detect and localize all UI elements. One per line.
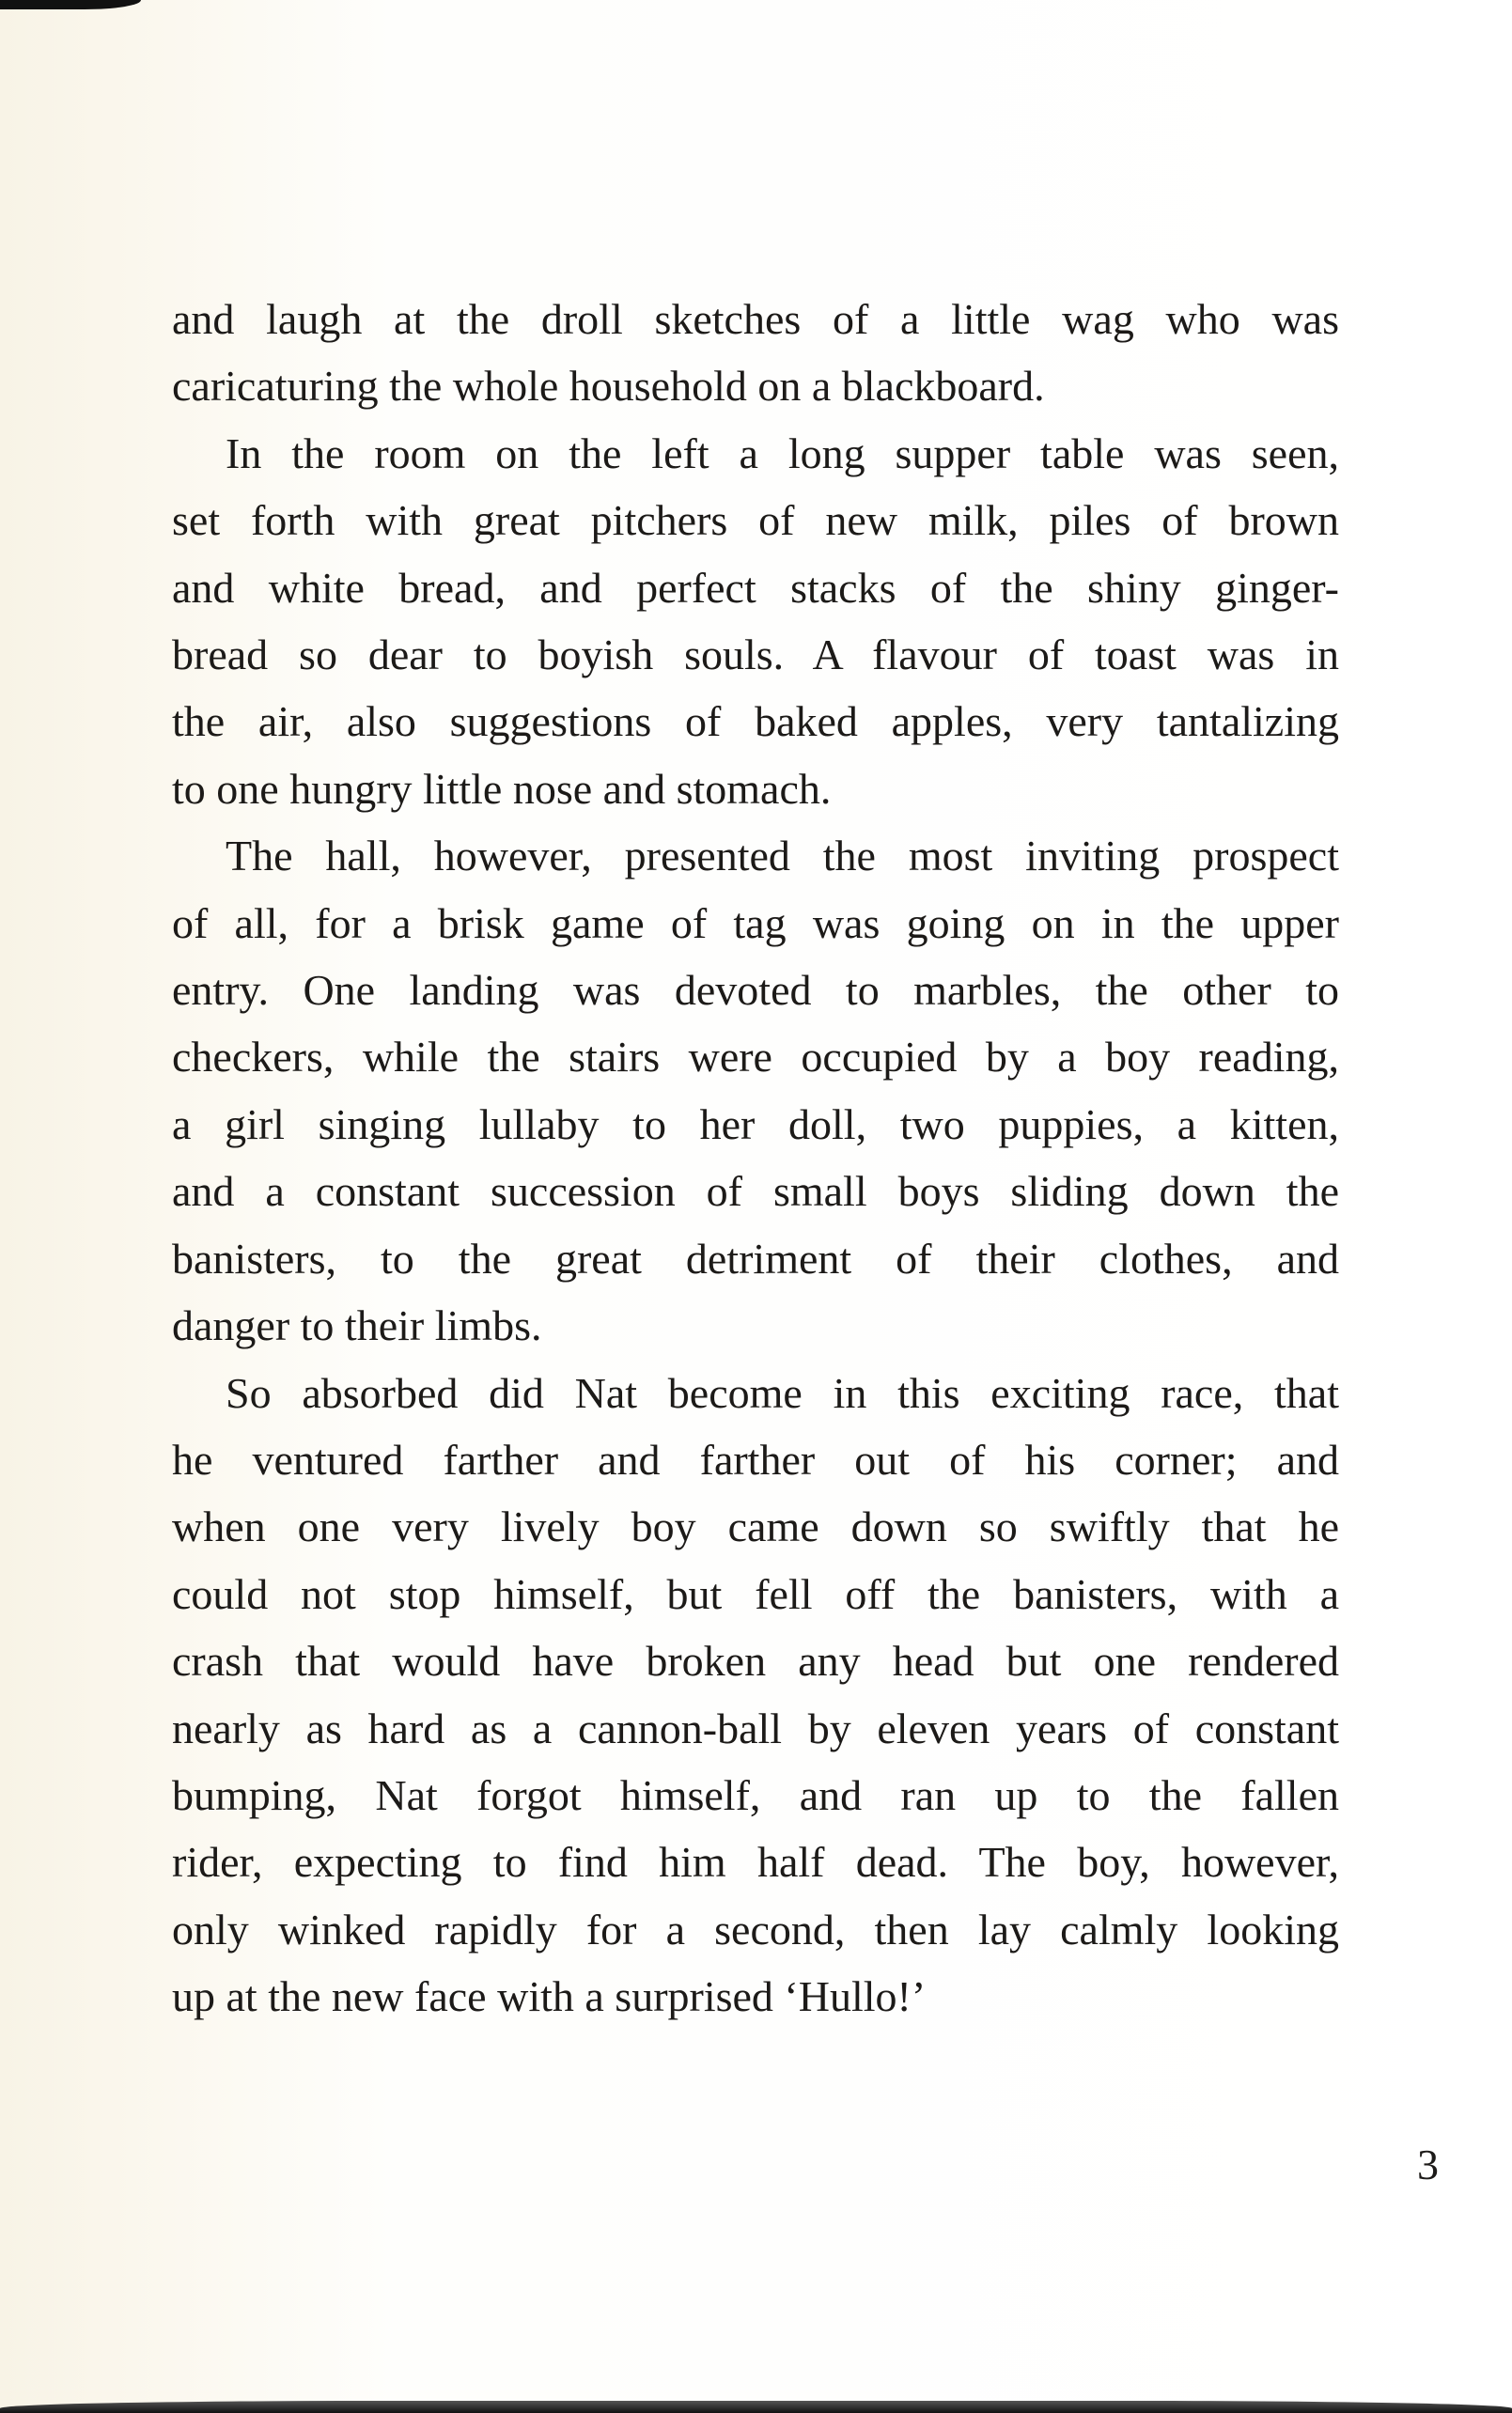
paragraph	[172, 822, 1339, 1359]
text-line: The hall, however, presented the most inviting prospect	[226, 832, 1339, 880]
text-line: So absorbed did Nat become in this exciting race, that	[226, 1368, 1339, 1417]
body-text	[172, 286, 1339, 2031]
text-line: danger to their limbs.	[172, 1301, 542, 1350]
text-line: to one hungry little nose and stomach.	[172, 764, 832, 813]
text-line: he ventured farther and farther out of his corner; and	[172, 1435, 1339, 1484]
text-line: up at the new face with a surprised ‘Hullo!’	[172, 1972, 927, 2021]
page-number: 3	[1417, 2141, 1439, 2188]
text-line: of all, for a brisk game of tag was going on in the upper	[172, 898, 1339, 947]
paragraph	[172, 1360, 1339, 2031]
text-line: checkers, while the stairs were occupied by a boy reading,	[172, 1033, 1339, 1082]
text-line: bread so dear to boyish souls. A flavour of toast was in	[172, 630, 1339, 679]
text-line: and laugh at the droll sketches of a little wag who was	[172, 295, 1339, 343]
text-line: and white bread, and perfect stacks of the shiny ginger-	[172, 563, 1339, 612]
text-line: nearly as hard as a cannon-ball by eleven years of constant	[172, 1704, 1339, 1752]
text-line: the air, also suggestions of baked apples, very tantalizing	[172, 697, 1339, 746]
text-line: a girl singing lullaby to her doll, two puppies, a kitten,	[172, 1099, 1339, 1148]
text-line: In the room on the left a long supper table was seen,	[226, 428, 1339, 477]
text-line: banisters, to the great detriment of their clothes, and	[172, 1234, 1339, 1283]
photo-edge-shadow-bottom	[0, 2401, 1512, 2413]
text-line: bumping, Nat forgot himself, and ran up to the fallen	[172, 1770, 1339, 1819]
text-line: and a constant succession of small boys sliding down the	[172, 1167, 1339, 1216]
photo-edge-shadow-top	[0, 0, 141, 9]
paragraph	[172, 420, 1339, 822]
text-line: rider, expecting to find him half dead. The boy, however,	[172, 1838, 1339, 1887]
text-line: when one very lively boy came down so swiftly that he	[172, 1502, 1339, 1551]
text-line: crash that would have broken any head but one rendered	[172, 1637, 1339, 1686]
paragraph	[172, 286, 1339, 420]
text-line: caricaturing the whole household on a blackboard.	[172, 362, 1045, 411]
text-line: entry. One landing was devoted to marbles, the other to	[172, 966, 1339, 1015]
text-line: only winked rapidly for a second, then lay calmly looking	[172, 1905, 1339, 1954]
text-line: set forth with great pitchers of new milk, piles of brown	[172, 496, 1339, 545]
text-line: could not stop himself, but fell off the banisters, with a	[172, 1569, 1339, 1618]
